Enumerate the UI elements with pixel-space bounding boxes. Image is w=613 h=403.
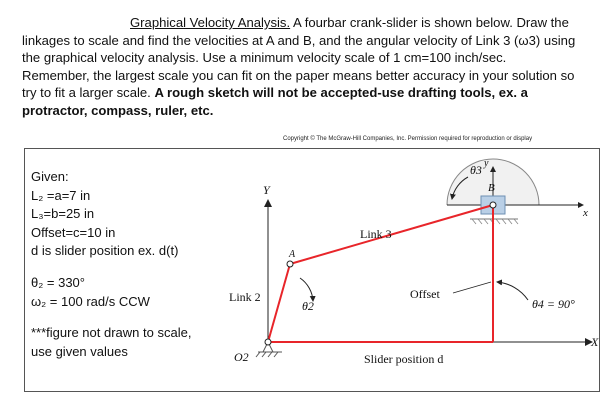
intro-line-3: the graphical velocity analysis. Use a minimum velocity scale of 1 cm=100 inch/sec. [22,50,507,66]
joint-o2 [265,339,271,345]
origin-o2-label: O2 [234,350,249,364]
theta4-arc [497,282,528,300]
problem-title: Graphical Velocity Analysis. [130,15,291,30]
theta2-arc [300,278,313,301]
link3-label: Link 3 [360,227,392,241]
link-2 [268,264,290,342]
intro-line-4: Remember, the largest scale you can fit on the paper means better accuracy in your solution so [22,67,575,83]
local-y-label: y [484,158,489,169]
y-axis-label: Y [263,183,270,197]
given-theta2: θ₂ = 330° [31,274,85,290]
given-offset: Offset=c=10 in [31,224,116,240]
intro-line-5: try to fit a larger scale. A rough sketch will not be accepted-use drafting tools, ex. a [22,85,528,101]
x-axis-label: X [591,335,599,349]
given-note-2: use given values [31,343,128,359]
joint-b [490,202,496,208]
given-omega2: ω₂ = 100 rad/s CCW [31,293,150,309]
theta2-label: θ2 [302,299,314,313]
offset-label: Offset [410,287,440,301]
point-b-label: B [488,182,495,194]
slider-position-label: Slider position d [364,352,444,366]
given-l2: L₂ =a=7 in [31,187,91,203]
copyright-notice: Copyright © The McGraw-Hill Companies, Inc. Permission required for reproduction or display [283,136,533,142]
given-heading: Given: [31,169,69,184]
joint-a [287,261,293,267]
intro-line-1: Graphical Velocity Analysis. A fourbar crank-slider is shown below. Draw the [22,14,607,32]
intro-line-2: linkages to scale and find the velocities at A and B, and the angular velocity of Link 3 (ω3) using [22,32,576,48]
theta3-label: θ3 [470,163,482,177]
given-note-1: ***figure not drawn to scale, [31,325,192,341]
link2-label: Link 2 [229,290,261,304]
local-x-label: x [583,207,588,219]
given-d: d is slider position ex. d(t) [31,243,179,259]
given-l3: L₃=b=25 in [31,206,95,222]
theta4-label: θ4 = 90° [532,297,575,311]
point-a-label: A [289,249,296,260]
offset-leader [453,282,491,293]
slider-ground-hatch [472,219,518,224]
intro-line-6: protractor, compass, ruler, etc. [22,102,214,118]
